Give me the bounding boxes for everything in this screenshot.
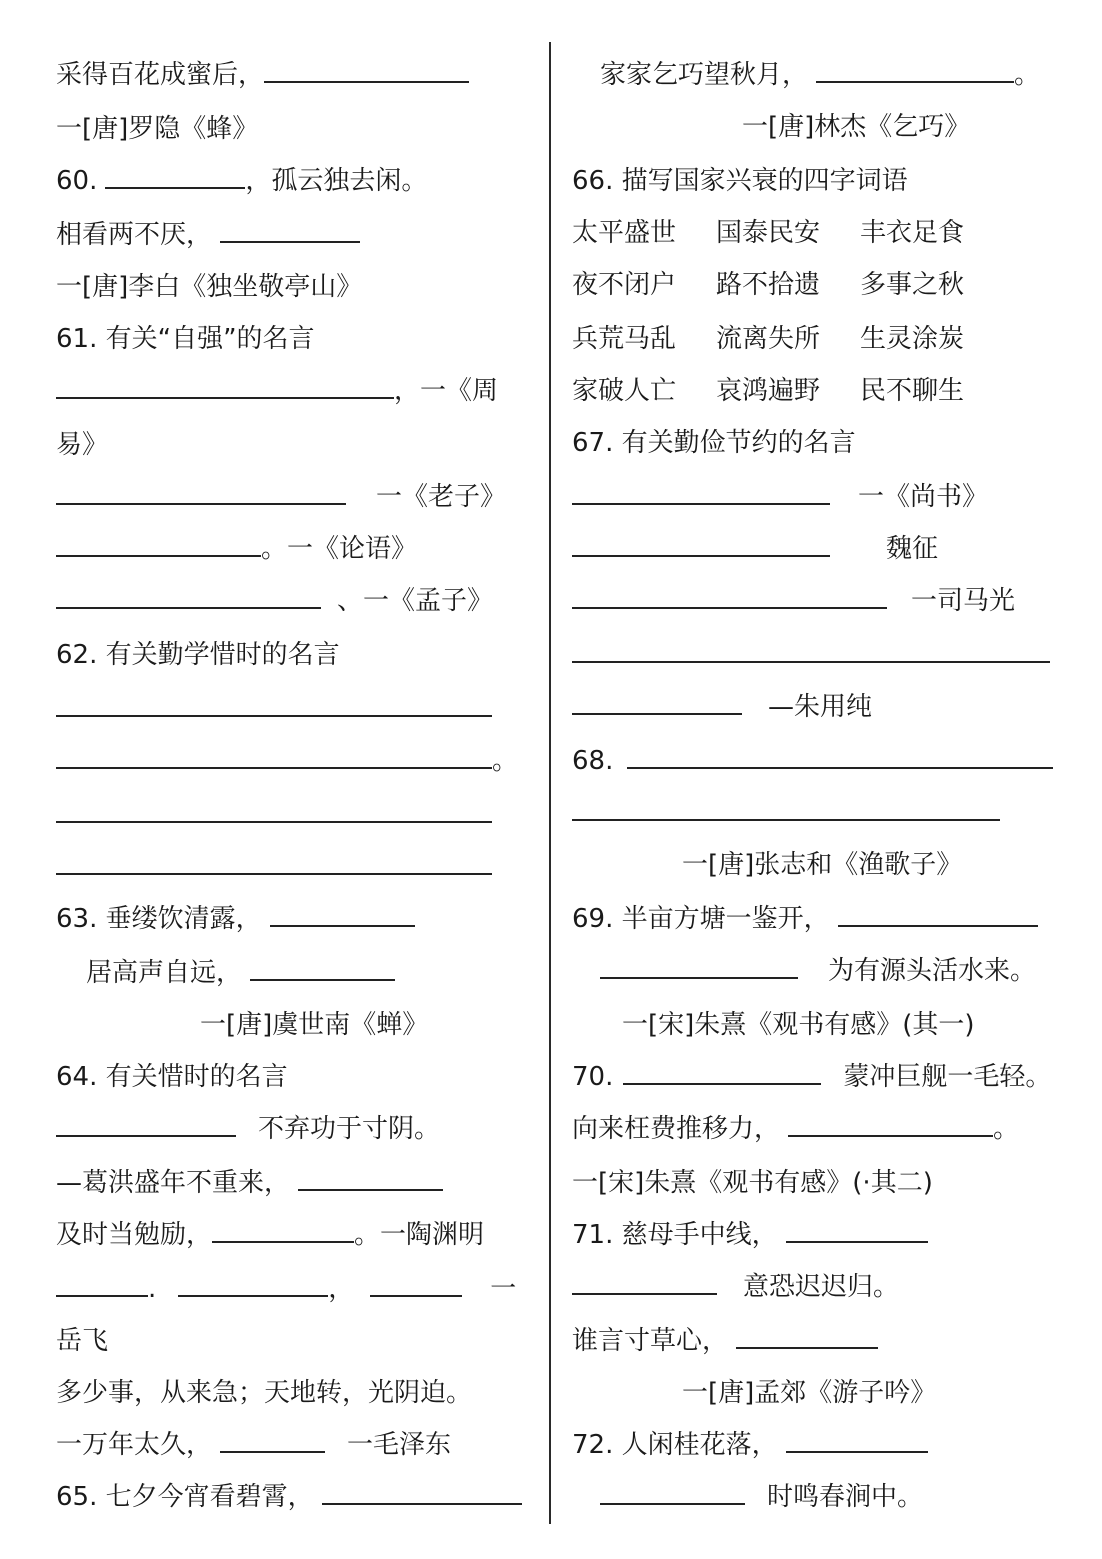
left-line-04 [56, 218, 360, 252]
item-number: 60. [56, 166, 98, 196]
left-line-09 [56, 480, 506, 514]
right-line-03 [572, 164, 908, 198]
left-line-20 [56, 1060, 288, 1094]
left-line-01 [56, 58, 469, 92]
citation: 一[唐]孟郊《游子吟》 [682, 1378, 937, 1408]
item-number: 70. [572, 1062, 614, 1092]
line-text: 易》 [56, 430, 109, 460]
fill-blank[interactable] [623, 1061, 821, 1085]
section-heading: 61. 有关“自强”的名言 [56, 324, 315, 354]
right-line-16 [682, 848, 962, 882]
fill-blank[interactable] [736, 1325, 878, 1349]
citation: 。一陶渊明 [354, 1220, 485, 1250]
left-line-07 [56, 374, 498, 408]
line-text: 一万年太久， [56, 1430, 213, 1460]
fill-blank[interactable] [298, 1167, 443, 1191]
fill-blank[interactable] [786, 1429, 928, 1453]
citation: 。一《论语》 [261, 534, 418, 564]
fill-blank[interactable] [600, 955, 798, 979]
fill-blank[interactable] [322, 1481, 522, 1505]
line-text: 家家乞巧望秋月， [600, 60, 809, 90]
fill-blank[interactable] [178, 1273, 328, 1297]
line-text: 意恐迟迟归。 [743, 1272, 900, 1302]
right-line-08 [572, 426, 856, 460]
idiom: 国泰民安 [716, 218, 821, 248]
citation: 一司马光 [911, 586, 1016, 616]
fill-blank[interactable] [56, 1113, 236, 1137]
left-line-23 [56, 1218, 484, 1252]
line-text: ，一《周 [394, 376, 499, 406]
citation: 一[唐]张志和《渔歌子》 [682, 850, 963, 880]
left-line-28 [56, 1480, 522, 1514]
line-text: 居高声自远， [86, 958, 243, 988]
fill-blank[interactable] [270, 903, 415, 927]
right-line-18 [600, 954, 1036, 988]
idiom: 兵荒马乱 [572, 324, 677, 354]
line-text: 71. 慈母手中线， [572, 1220, 778, 1250]
right-line-10 [572, 532, 938, 566]
citation: 一[唐]虞世南《蝉》 [200, 1010, 429, 1040]
fill-blank[interactable] [572, 639, 1050, 663]
citation: 、一《孟子》 [337, 586, 494, 616]
right-line-13 [572, 690, 872, 724]
right-line-26 [682, 1376, 936, 1410]
column-divider [549, 42, 551, 1524]
line-text: 多少事，从来急；天地转，光阴迫。 [56, 1378, 473, 1408]
right-line-17 [572, 902, 1038, 936]
fill-blank[interactable] [56, 481, 346, 505]
idiom: 丰衣足食 [860, 218, 965, 248]
right-line-09 [572, 480, 988, 514]
line-text: ，孤云独去闲。 [245, 166, 428, 196]
line-text: 72. 人闲桂花落， [572, 1430, 778, 1460]
line-text: 63. 垂缕饮清露， [56, 904, 262, 934]
left-line-05 [56, 270, 362, 304]
right-line-15 [572, 796, 1000, 830]
left-line-25 [56, 1324, 108, 1358]
fill-blank[interactable] [56, 693, 492, 717]
punctuation: 。 [993, 1114, 1020, 1144]
right-line-11 [572, 584, 1015, 618]
fill-blank[interactable] [572, 797, 1000, 821]
line-text: 为有源头活水来。 [828, 956, 1037, 986]
left-line-19 [200, 1008, 428, 1042]
fill-blank[interactable] [572, 691, 742, 715]
line-text: 相看两不厌， [56, 220, 213, 250]
fill-blank[interactable] [105, 165, 245, 189]
fill-blank[interactable] [56, 851, 492, 875]
left-line-17 [56, 902, 415, 936]
left-line-10 [56, 532, 417, 566]
fill-blank[interactable] [572, 533, 830, 557]
citation: 一[宋]朱熹《观书有感》(其一) [622, 1010, 975, 1040]
right-line-01 [600, 58, 1040, 92]
right-line-21 [572, 1112, 1019, 1146]
right-line-25 [572, 1324, 878, 1358]
right-line-04 [572, 216, 964, 250]
citation: 魏征 [886, 534, 939, 564]
line-text: 向来枉费推移力， [572, 1114, 781, 1144]
left-line-15 [56, 798, 492, 832]
idiom: 流离失所 [716, 324, 821, 354]
section-heading: 64. 有关惜时的名言 [56, 1062, 288, 1092]
idiom: 太平盛世 [572, 218, 677, 248]
left-line-14 [56, 744, 518, 778]
right-line-28 [600, 1480, 923, 1514]
fill-blank[interactable] [816, 59, 1014, 83]
fill-blank[interactable] [212, 1219, 354, 1243]
idiom: 哀鸿遍野 [716, 376, 821, 406]
fill-blank[interactable] [56, 375, 394, 399]
right-line-06 [572, 322, 964, 356]
section-heading: 66. 描写国家兴衰的四字词语 [572, 166, 908, 196]
citation: 一[唐]李白《独坐敬亭山》 [56, 272, 363, 302]
fill-blank[interactable] [220, 219, 360, 243]
citation: 一[唐]罗隐《蜂》 [56, 114, 259, 144]
citation: 一[唐]林杰《乞巧》 [742, 112, 971, 142]
punctuation: 。 [1014, 60, 1041, 90]
line-text: 69. 半亩方塘一鉴开， [572, 904, 830, 934]
fill-blank[interactable] [572, 585, 887, 609]
idiom: 多事之秋 [860, 270, 965, 300]
line-text: 蒙冲巨舰一毛轻。 [843, 1062, 1052, 1092]
fill-blank[interactable] [250, 957, 395, 981]
left-line-03 [56, 164, 427, 198]
right-line-23 [572, 1218, 928, 1252]
fill-blank[interactable] [572, 1271, 717, 1295]
fill-blank[interactable] [56, 533, 261, 557]
fill-blank[interactable] [627, 745, 1053, 769]
right-line-12 [572, 638, 1050, 672]
right-line-22 [572, 1166, 933, 1200]
left-line-26 [56, 1376, 472, 1410]
citation: 一[宋]朱熹《观书有感》(·其二) [572, 1168, 933, 1198]
citation: —朱用纯 [768, 692, 873, 722]
citation: 一毛泽东 [347, 1430, 452, 1460]
section-heading: 62. 有关勤学惜时的名言 [56, 640, 340, 670]
line-text: 。 [492, 746, 519, 776]
dash: 一 [490, 1274, 517, 1304]
fill-blank[interactable] [788, 1113, 993, 1137]
left-line-24 [56, 1272, 516, 1306]
right-line-20 [572, 1060, 1051, 1094]
fill-blank[interactable] [264, 59, 469, 83]
left-line-11 [56, 584, 493, 618]
fill-blank[interactable] [56, 585, 321, 609]
idiom: 家破人亡 [572, 376, 677, 406]
section-heading: 67. 有关勤俭节约的名言 [572, 428, 856, 458]
right-line-19 [622, 1008, 975, 1042]
right-line-05 [572, 268, 964, 302]
left-line-21 [56, 1112, 440, 1146]
fill-blank[interactable] [56, 799, 492, 823]
left-line-13 [56, 692, 492, 726]
fill-blank[interactable] [572, 481, 830, 505]
right-line-14 [572, 744, 1053, 778]
fill-blank[interactable] [838, 903, 1038, 927]
idiom: 路不拾遗 [716, 270, 821, 300]
line-text: 谁言寸草心， [572, 1326, 729, 1356]
fill-blank[interactable] [56, 745, 492, 769]
fill-blank[interactable] [56, 1273, 148, 1297]
left-line-18 [86, 956, 395, 990]
idiom: 生灵涂炭 [860, 324, 965, 354]
right-line-02 [742, 110, 970, 144]
punctuation: . [148, 1274, 157, 1304]
right-line-27 [572, 1428, 928, 1462]
left-line-08 [56, 428, 108, 462]
idiom: 夜不闭户 [572, 270, 677, 300]
line-text: 不弃功于寸阴。 [258, 1114, 441, 1144]
left-line-02 [56, 112, 258, 146]
fill-blank[interactable] [786, 1219, 928, 1243]
line-text: 及时当勉励， [56, 1220, 213, 1250]
citation: 一《尚书》 [858, 482, 989, 512]
line-text: 65. 七夕今宵看碧霄， [56, 1482, 314, 1512]
idiom: 民不聊生 [860, 376, 965, 406]
citation: 一《老子》 [376, 482, 507, 512]
fill-blank[interactable] [220, 1429, 325, 1453]
fill-blank[interactable] [600, 1481, 745, 1505]
right-line-07 [572, 374, 964, 408]
punctuation: ， [328, 1274, 355, 1304]
left-line-22 [56, 1166, 443, 1200]
line-text: —葛洪盛年不重来， [56, 1168, 291, 1198]
right-line-24 [572, 1270, 899, 1304]
left-line-27 [56, 1428, 451, 1462]
item-number: 68. [572, 746, 614, 776]
line-text: 时鸣春涧中。 [767, 1482, 924, 1512]
fill-blank[interactable] [370, 1273, 462, 1297]
citation: 岳飞 [56, 1326, 109, 1356]
line-text: 采得百花成蜜后， [56, 60, 265, 90]
left-line-06 [56, 322, 315, 356]
left-line-16 [56, 850, 492, 884]
left-line-12 [56, 638, 340, 672]
